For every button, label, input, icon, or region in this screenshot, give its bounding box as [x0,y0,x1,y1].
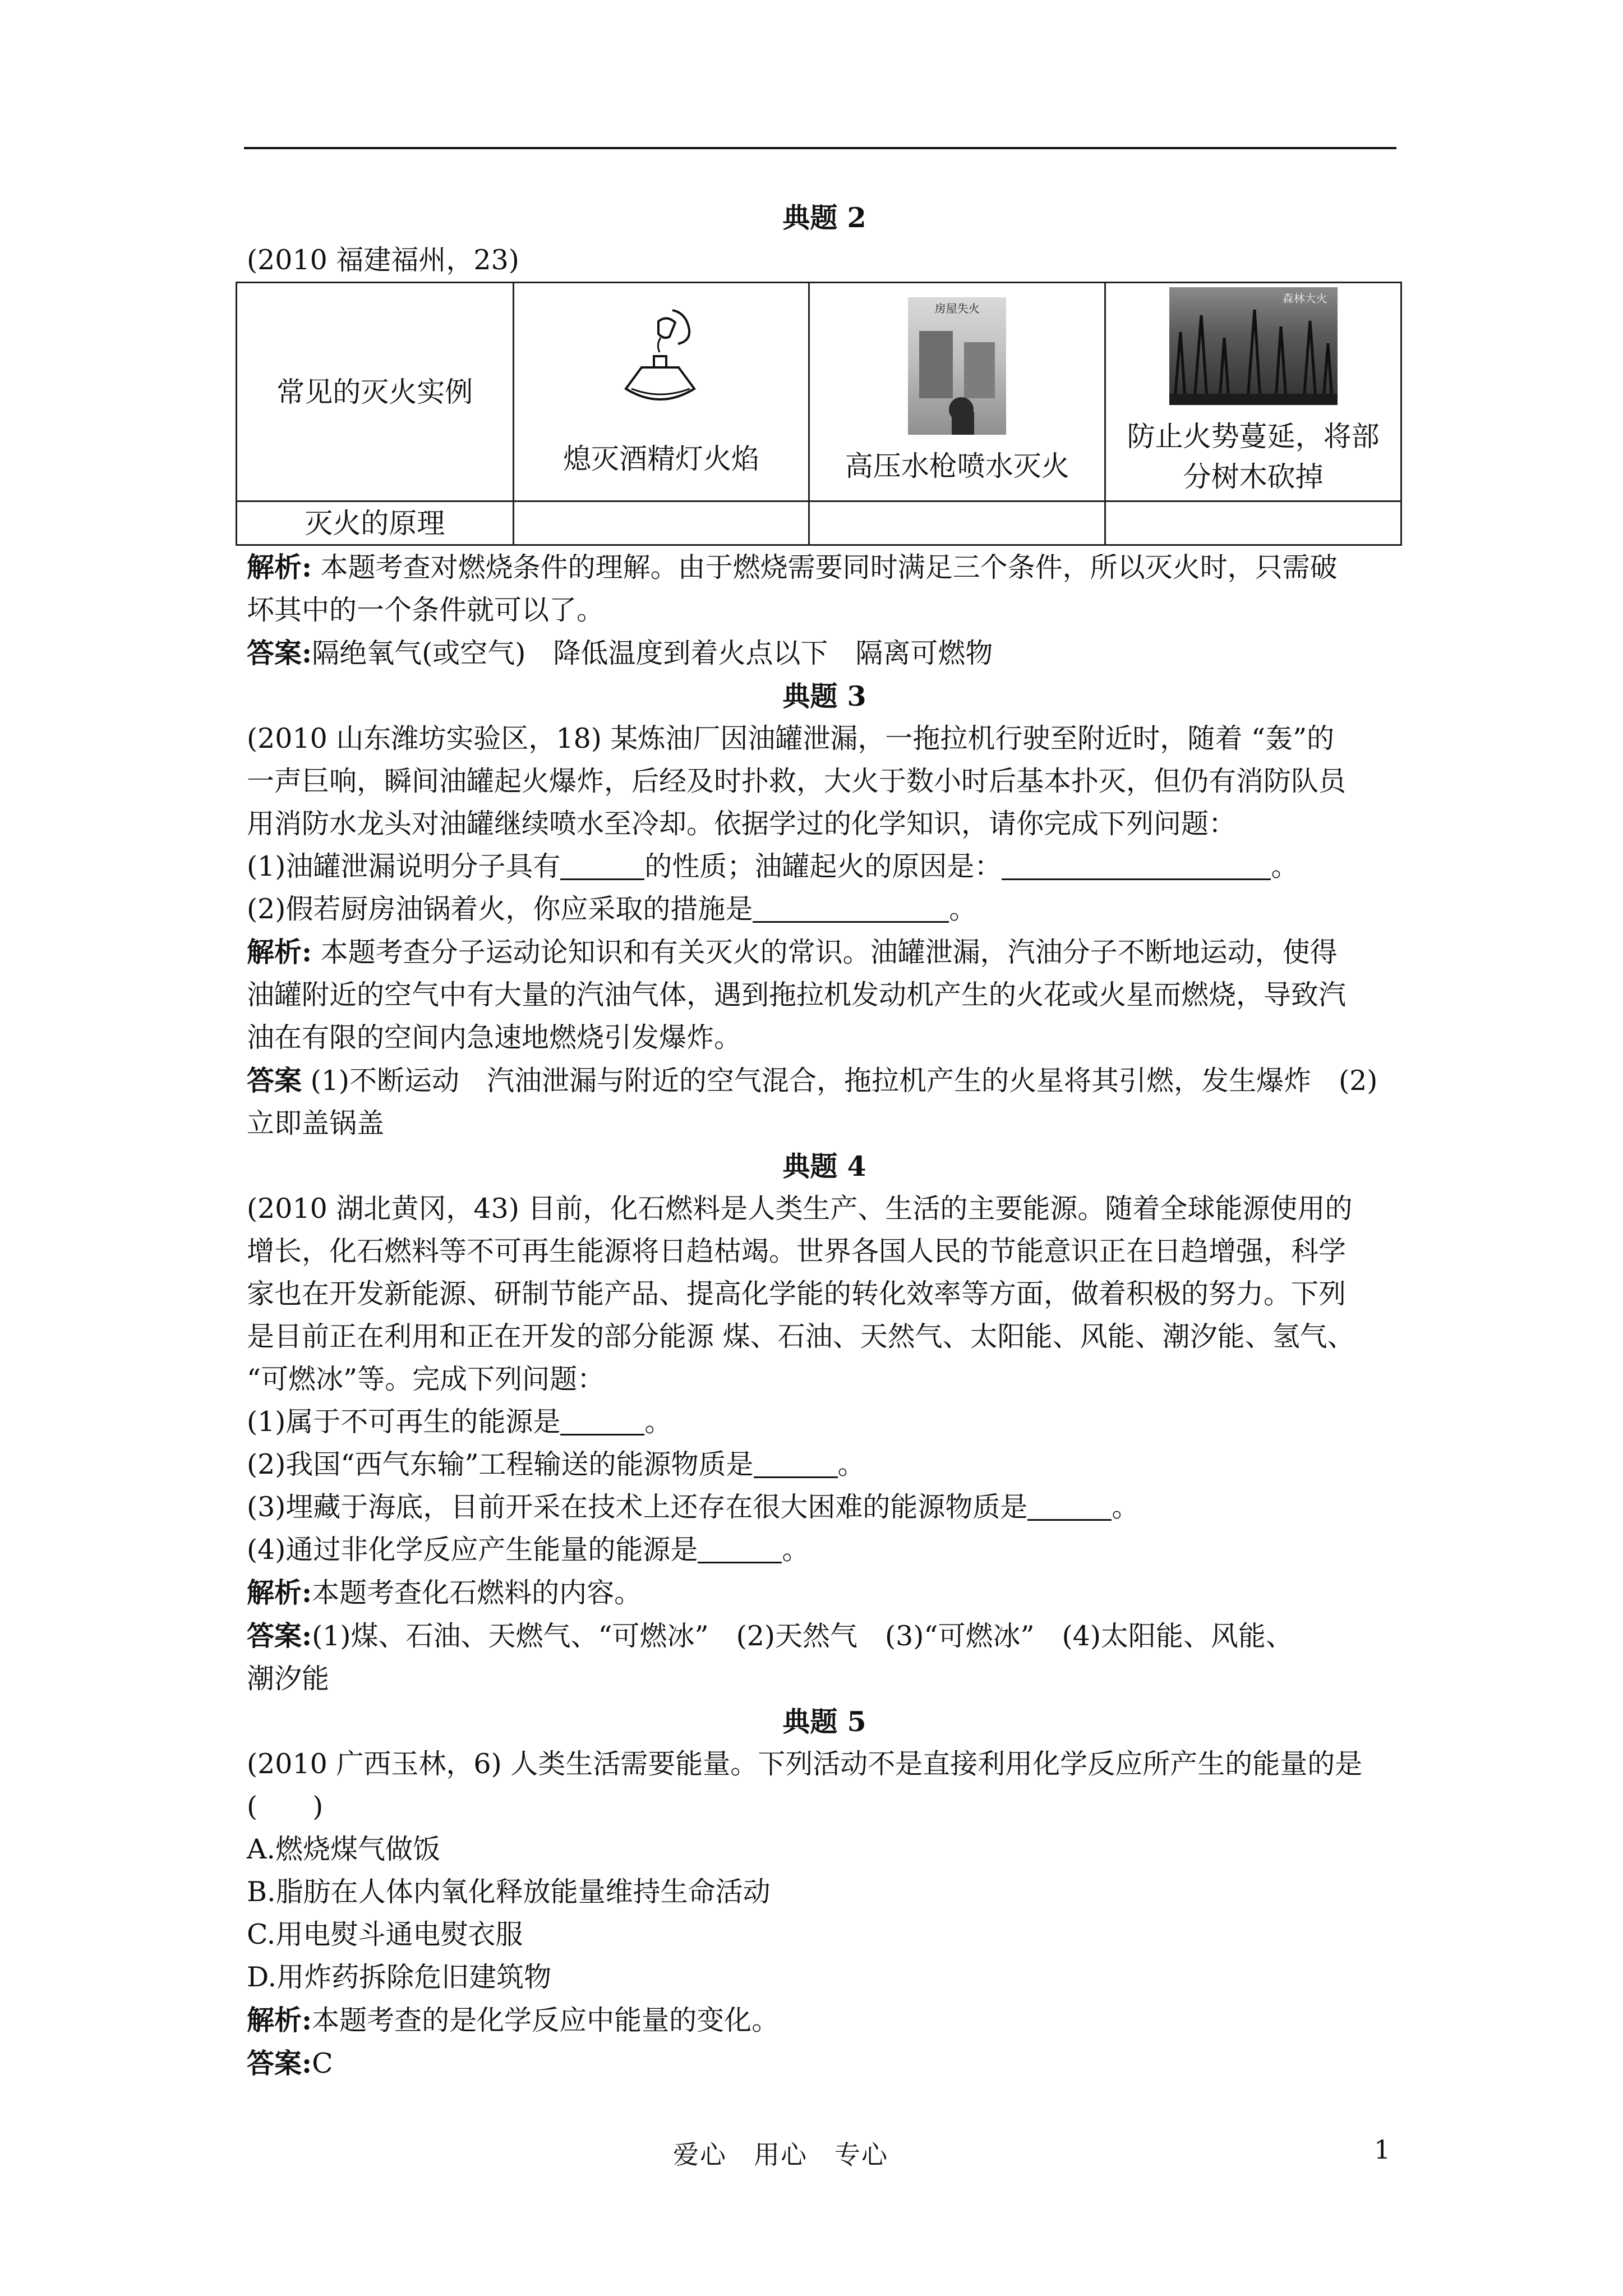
page-number: 1 [1374,2134,1391,2165]
q3-blank-1[interactable] [560,852,644,880]
forest-fire-photo [1169,287,1338,405]
q3-stem-line3: 用消防水龙头对油罐继续喷水至冷却。依据学过的化学知识，请你完成下列问题： [247,808,1237,840]
q4-sub2-text: (2)我国“西气东输”工程输送的能源物质是 [247,1448,754,1480]
q5-option-c: C.用电熨斗通电熨衣服 [247,1918,523,1950]
q4-sub1 [247,1401,1402,1443]
q2-analysis-line2: 坏其中的一个条件就可以了。 [247,594,605,626]
principle-cell-1 [513,501,809,545]
principle-cell-3 [1105,501,1401,545]
q4-answer-line1 [247,1614,1402,1658]
q3-stem-line1: (2010 山东潍坊实验区，18) 某炼油厂因油罐泄漏，一拖拉机行驶至附近时，随着 “轰”的 [247,723,1335,754]
q4-answer-line2: 潮汐能 [247,1663,330,1695]
q2-analysis-text1: 本题考查对燃烧条件的理解。由于燃烧需要同时满足三个条件，所以灭火时，只需破 [320,551,1338,583]
q3-analysis-text1: 本题考查分子运动论知识和有关灭火的常识。油罐泄漏，汽油分子不断地运动，使得 [320,936,1338,968]
q4-sub1-period: 。 [644,1406,672,1438]
q4-stem-line5: “可燃冰”等。完成下列问题： [247,1363,605,1395]
q3-answer-line2: 立即盖锅盖 [247,1107,385,1139]
document-body [247,196,1402,2085]
q5-analysis-text: 本题考查的是化学反应中能量的变化。 [312,2004,780,2036]
q4-title: 典题 4 [782,1150,866,1182]
q3-answer-text1: (1)不断运动 汽油泄漏与附近的空气混合，拖拉机产生的火星将其引燃，发生爆炸 (2) [302,1065,1378,1097]
q2-analysis-label: 解析: [247,551,312,583]
example-water-cannon [809,283,1105,501]
q5-analysis [247,1999,1402,2042]
q2-source: (2010 福建福州，23) [247,244,519,276]
q4-stem-line4: 是目前正在利用和正在开发的部分能源 煤、石油、天然气、太阳能、风能、潮汐能、氢气、 [247,1320,1355,1352]
photo-label-house-fire: 房屋失火 [934,302,980,315]
q3-sub2 [247,888,1402,931]
q3-sub1-a: (1)油罐泄漏说明分子具有 [247,850,561,882]
q4-blank-1[interactable] [560,1407,644,1435]
q4-sub3 [247,1486,1402,1529]
q3-stem-line2: 一声巨响，瞬间油罐起火爆炸，后经及时扑救，大火于数小时后基本扑灭，但仍有消防队员 [247,765,1347,797]
q4-analysis [247,1571,1402,1614]
q3-sub1 [247,845,1402,888]
q3-analysis-line1 [247,931,1402,974]
q5-analysis-label: 解析: [247,2004,312,2036]
q3-title: 典题 3 [782,680,866,712]
q2-answer [247,632,1402,675]
q3-sub2-a: (2)假若厨房油锅着火，你应采取的措施是 [247,893,753,925]
q4-analysis-text: 本题考查化石燃料的内容。 [312,1577,642,1609]
caption-alcohol-lamp: 熄灭酒精灯火焰 [562,443,759,475]
q5-answer [247,2042,1402,2085]
q4-answer-label: 答案: [247,1619,312,1652]
q3-answer-label: 答案 [247,1064,302,1097]
row-header-principle: 灭火的原理 [237,501,514,545]
house-fire-photo [908,297,1006,435]
q2-analysis-line1 [247,546,1402,589]
q3-analysis-label: 解析: [247,936,312,968]
q4-sub3-text: (3)埋藏于海底，目前开采在技术上还存在很大困难的能源物质是 [247,1491,1028,1523]
header-rule [244,147,1396,149]
q5-option-b: B.脂肪在人体内氧化释放能量维持生命活动 [247,1876,771,1908]
caption-cut-trees-line1: 防止火势蔓延，将部 [1127,420,1380,453]
example-cut-trees [1105,283,1401,501]
q4-sub4-text: (4)通过非化学反应产生能量的能源是 [247,1534,698,1566]
q3-sub2-end: 。 [949,893,977,925]
row-header-examples: 常见的灭火实例 [237,283,514,501]
q5-stem-line2: ( ) [247,1791,324,1823]
q3-analysis-line2: 油罐附近的空气中有大量的汽油气体，遇到拖拉机发动机产生的火花或火星而燃烧，导致汽 [247,979,1347,1011]
example-alcohol-lamp [513,283,809,501]
q2-answer-label: 答案: [247,637,312,669]
q5-option-a: A.燃烧煤气做饭 [247,1833,440,1865]
q4-sub1-text: (1)属于不可再生的能源是 [247,1406,561,1438]
q4-stem-line1: (2010 湖北黄冈，43) 目前，化石燃料是人类生产、生活的主要能源。随着全球能源使用的 [247,1193,1353,1225]
q2-answer-text: 隔绝氧气(或空气) 降低温度到着火点以下 隔离可燃物 [312,637,993,669]
q3-blank-3[interactable] [753,894,949,923]
q3-sub1-b: 的性质；油罐起火的原因是： [644,850,1002,882]
q4-stem-line2: 增长，化石燃料等不可再生能源将日趋枯竭。世界各国人民的节能意识正在日趋增强，科学 [247,1235,1347,1267]
q4-blank-2[interactable] [754,1450,838,1478]
q4-sub3-period: 。 [1112,1491,1140,1523]
q5-answer-text: C [312,2047,333,2079]
q4-stem-line3: 家也在开发新能源、研制节能产品、提高化学能的转化效率等方面，做着积极的努力。下列 [247,1278,1347,1310]
q5-option-d: D.用炸药拆除危旧建筑物 [247,1961,552,1993]
q4-sub4-period: 。 [782,1534,810,1566]
caption-water-cannon: 高压水枪喷水灭火 [845,450,1069,482]
q4-sub2-period: 。 [837,1448,865,1480]
q4-sub2 [247,1443,1402,1486]
q4-blank-3[interactable] [1027,1492,1112,1521]
q5-answer-label: 答案: [247,2047,312,2079]
q2-title: 典题 2 [782,201,866,234]
q4-analysis-label: 解析: [247,1576,312,1609]
q4-blank-4[interactable] [698,1535,782,1563]
fire-extinguish-table [236,282,1402,546]
photo-label-forest-fire: 森林大火 [1282,291,1327,305]
q3-answer-line1 [247,1059,1402,1102]
q3-sub1-end: 。 [1271,850,1299,882]
q3-blank-2[interactable] [1002,852,1271,880]
caption-cut-trees-line2: 分树木砍掉 [1183,460,1324,493]
q5-stem-line1: (2010 广西玉林，6) 人类生活需要能量。下列活动不是直接利用化学反应所产生的能量的是 [247,1748,1363,1780]
q3-analysis-line3: 油在有限的空间内急速地燃烧引发爆炸。 [247,1022,742,1053]
alcohol-lamp-icon [619,305,703,427]
footer-slogan: 爱心 用心 专心 [673,2139,888,2170]
q4-answer-text1: (1)煤、石油、天燃气、“可燃冰” (2)天然气 (3)“可燃冰” (4)太阳能、风能、 [312,1620,1293,1652]
q4-sub4 [247,1529,1402,1571]
q5-title: 典题 5 [782,1705,866,1738]
principle-cell-2 [809,501,1105,545]
